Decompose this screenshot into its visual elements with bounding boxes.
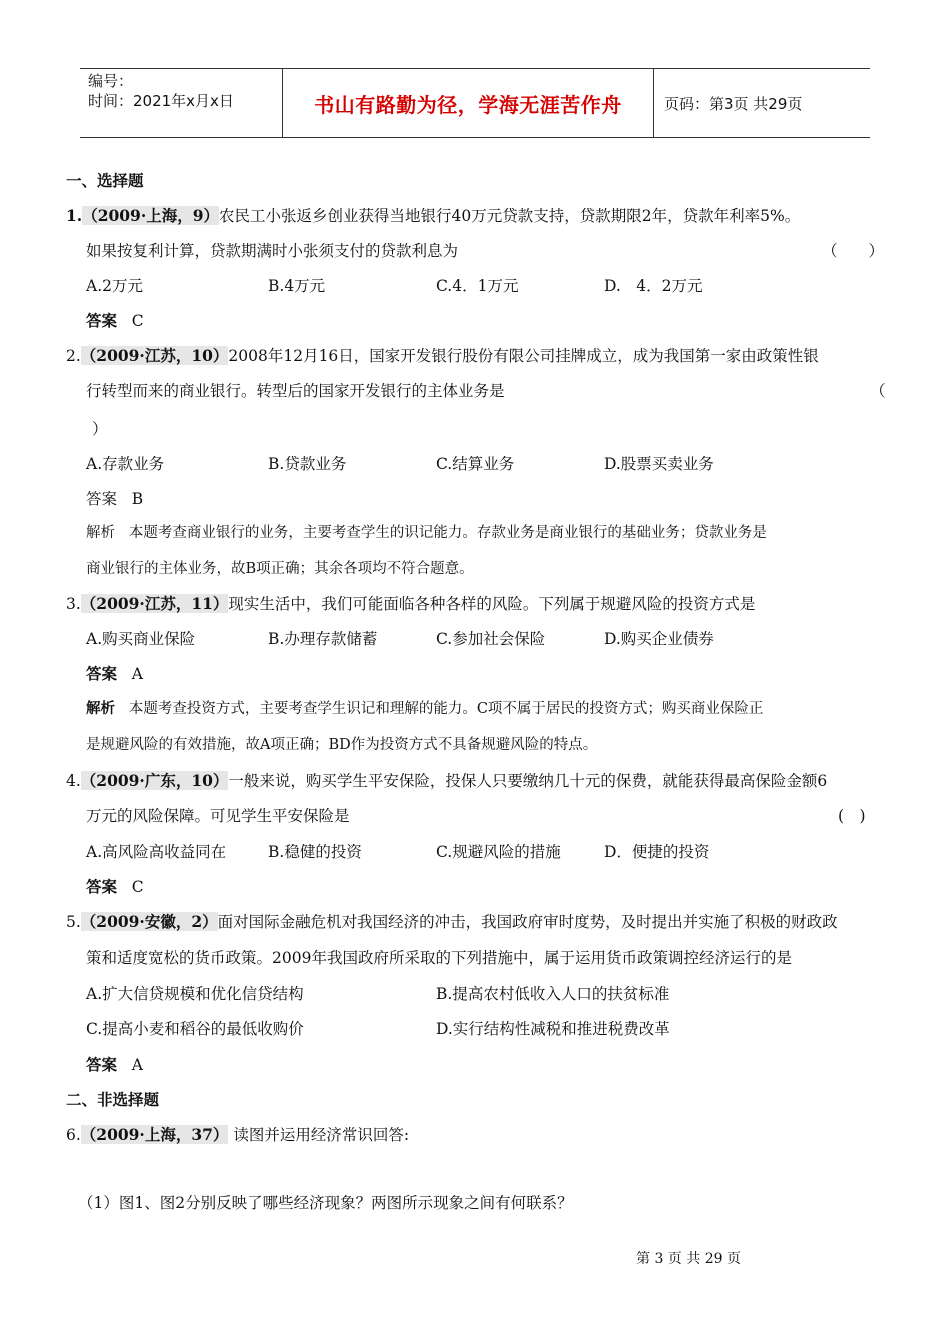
answer-label: 答案 — [86, 490, 118, 508]
option-a: A.高风险高收益同在 — [86, 843, 227, 861]
analysis-text: 商业银行的主体业务，故B项正确；其余各项均不符合题意。 — [86, 561, 474, 577]
answer-label: 答案 — [86, 311, 118, 330]
option-c: C.规避风险的措施 — [436, 843, 561, 861]
question-text: 现实生活中，我们可能面临各种各样的风险。下列属于规避风险的投资方式是 — [228, 595, 756, 613]
question-source: （2009·上海，9） — [82, 206, 220, 225]
option-d: D.实行结构性减税和推进税费改革 — [436, 1020, 670, 1038]
option-b: B.提高农村低收入人口的扶贫标准 — [436, 985, 670, 1003]
question-number: 3. — [66, 595, 81, 613]
question-text: 一般来说，购买学生平安保险，投保人只要缴纳几十元的保费，就能获得最高保险金额6 — [228, 772, 828, 790]
option-d: D. 4．2万元 — [604, 277, 703, 295]
question-text: 策和适度宽松的货币政策。2009年我国政府所采取的下列措施中，属于运用货币政策调控经济运行的是 — [86, 949, 792, 967]
option-d: D.股票买卖业务 — [604, 455, 714, 473]
section-heading: 一、选择题 — [66, 171, 144, 190]
option-b: B.贷款业务 — [268, 455, 347, 473]
option-d: D.购买企业债券 — [604, 630, 714, 648]
question-line — [66, 205, 800, 227]
question-line — [66, 593, 755, 615]
question-line — [66, 345, 819, 367]
analysis-label: 解析 — [86, 700, 115, 717]
option-b: B.4万元 — [268, 277, 326, 295]
answer-blank-open: （ — [870, 382, 886, 400]
question-number: 4. — [66, 772, 81, 790]
question-source: （2009·江苏，10） — [80, 346, 229, 365]
answer-value: C — [131, 312, 144, 330]
answer-value: A — [131, 665, 143, 683]
answer-value: C — [131, 878, 144, 896]
analysis-line — [86, 698, 763, 720]
answer-label: 答案 — [86, 1055, 118, 1074]
header-meta — [80, 69, 282, 137]
answer-label: 答案 — [86, 877, 118, 896]
page-header — [80, 68, 870, 138]
question-text: 读图并运用经济常识回答: — [228, 1126, 410, 1144]
question-line — [66, 911, 838, 933]
question-text: 农民工小张返乡创业获得当地银行40万元贷款支持，贷款期限2年，贷款年利率5%。 — [219, 207, 801, 225]
header-motto-cell — [282, 69, 654, 137]
analysis-text: 是规避风险的有效措施，故A项正确；BD作为投资方式不具备规避风险的特点。 — [86, 737, 598, 753]
question-line — [66, 770, 827, 792]
question-number: 2. — [66, 347, 81, 365]
question-text: 行转型而来的商业银行。转型后的国家开发银行的主体业务是 — [86, 382, 505, 400]
question-text: 2008年12月16日，国家开发银行股份有限公司挂牌成立，成为我国第一家由政策性银 — [228, 347, 819, 365]
answer-line — [86, 876, 144, 898]
question-number: 5. — [66, 913, 81, 931]
option-b: B.稳健的投资 — [268, 843, 362, 861]
question-source: （2009·安徽，2） — [80, 912, 218, 931]
option-c: C.结算业务 — [436, 455, 515, 473]
analysis-text: 本题考查商业银行的业务，主要考查学生的识记能力。存款业务是商业银行的基础业务；贷款业务是 — [128, 525, 767, 541]
option-c: C.4．1万元 — [436, 277, 519, 295]
answer-value: A — [131, 1056, 143, 1074]
sub-question: （1）图1、图2分别反映了哪些经济现象？两图所示现象之间有何联系？ — [78, 1194, 573, 1212]
option-d: D．便捷的投资 — [604, 843, 710, 861]
answer-blank-close: ） — [92, 420, 108, 438]
option-a: A.扩大信贷规模和优化信贷结构 — [86, 985, 304, 1003]
analysis-label: 解析 — [86, 525, 115, 541]
answer-label: 答案 — [86, 664, 118, 683]
header-page-cell — [654, 69, 870, 137]
question-source: （2009·广东，10） — [80, 771, 229, 790]
question-line — [66, 1124, 409, 1146]
document-time-label: 时间：2021年x月x日 — [88, 92, 234, 110]
question-text: 如果按复利计算，贷款期满时小张须支付的贷款利息为 — [86, 242, 459, 260]
option-a: A.购买商业保险 — [86, 630, 196, 648]
option-c: C.参加社会保险 — [436, 630, 546, 648]
question-source: （2009·江苏，11） — [80, 594, 229, 613]
option-a: A.2万元 — [86, 277, 143, 295]
option-c: C.提高小麦和稻谷的最低收购价 — [86, 1020, 304, 1038]
answer-value: B — [131, 490, 144, 508]
question-source: （2009·上海，37） — [80, 1125, 229, 1144]
option-b: B.办理存款储蓄 — [268, 630, 378, 648]
answer-blank: （ ） — [822, 242, 885, 260]
option-a: A.存款业务 — [86, 455, 165, 473]
header-page-label: 页码：第3页 共29页 — [664, 94, 803, 113]
answer-line — [86, 488, 143, 510]
header-motto: 书山有路勤为径，学海无涯苦作舟 — [314, 92, 622, 117]
answer-blank: ( ) — [838, 807, 866, 825]
answer-line — [86, 663, 143, 685]
analysis-line — [86, 522, 767, 544]
document-number-label: 编号： — [88, 72, 134, 90]
question-number: 1. — [66, 206, 83, 225]
question-text: 万元的风险保障。可见学生平安保险是 — [86, 807, 350, 825]
analysis-text: 本题考查投资方式，主要考查学生识记和理解的能力。C项不属于居民的投资方式；购买商业保险正 — [128, 701, 764, 717]
question-text: 面对国际金融危机对我国经济的冲击，我国政府审时度势，及时提出并实施了积极的财政政 — [217, 913, 838, 931]
answer-line — [86, 310, 144, 332]
question-number: 6. — [66, 1126, 81, 1144]
answer-line — [86, 1054, 143, 1076]
section-heading: 二、非选择题 — [66, 1090, 160, 1109]
page-footer: 第 3 页 共 29 页 — [636, 1251, 741, 1267]
